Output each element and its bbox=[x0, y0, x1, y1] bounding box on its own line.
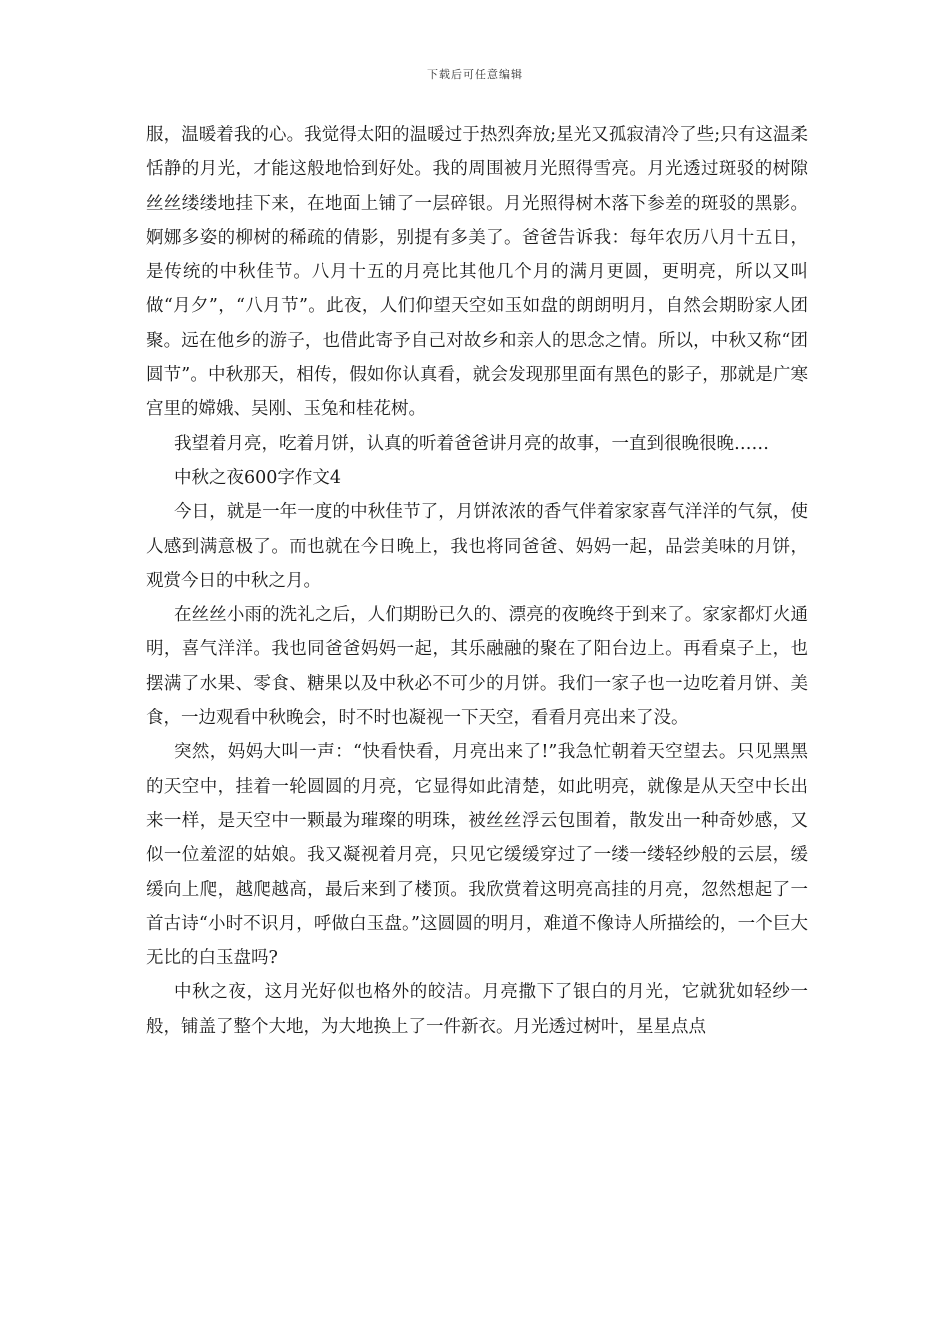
paragraph-4: 在丝丝小雨的洗礼之后，人们期盼已久的、漂亮的夜晚终于到来了。家家都灯火通明，喜气洋洋。我也同爸爸妈妈一起，其乐融融的聚在了阳台边上。再看桌子上，也摆满了水果、零食、糖果以及中秋必不可少的月饼。我们一家子也一边吃着月饼、美食，一边观看中秋晚会，时不时也凝视一下天空，看看月亮出来了没。 bbox=[146, 605, 808, 729]
paragraph-5: 突然，妈妈大叫一声：“快看快看，月亮出来了!”我急忙朝着天空望去。只见黑黑的天空中，挂着一轮圆圆的月亮，它显得如此清楚，如此明亮，就像是从天空中长出来一样，是天空中一颗最为璀璨的明珠，被丝丝浮云包围着，散发出一种奇妙感，又似一位羞涩的姑娘。我又凝视着月亮，只见它缓缓穿过了一缕一缕轻纱般的云层，缓缓向上爬，越爬越高，最后来到了楼顶。我欣赏着这明亮高挂的月亮，忽然想起了一首古诗“小时不识月，呼做白玉盘。”这圆圆的明月，难道不像诗人所描绘的，一个巨大无比的白玉盘吗? bbox=[146, 742, 808, 969]
paragraph-6: 中秋之夜，这月光好似也格外的皎洁。月亮撒下了银白的月光，它就犹如轻纱一般，铺盖了整个大地，为大地换上了一件新衣。月光透过树叶，星星点点 bbox=[146, 982, 808, 1037]
paragraph-1: 服，温暖着我的心。我觉得太阳的温暖过于热烈奔放;星光又孤寂清冷了些;只有这温柔恬静的月光，才能这般地恰到好处。我的周围被月光照得雪亮。月光透过斑驳的树隙丝丝缕缕地挂下来，在地面上铺了一层碎银。月光照得树木落下参差的斑驳的黑影。婀娜多姿的柳树的稀疏的倩影，别提有多美了。爸爸告诉我：每年农历八月十五日，是传统的中秋佳节。八月十五的月亮比其他几个月的满月更圆，更明亮，所以又叫做“月夕”，“八月节”。此夜，人们仰望天空如玉如盘的朗朗明月，自然会期盼家人团聚。远在他乡的游子，也借此寄予自己对故乡和亲人的思念之情。所以，中秋又称“团圆节”。中秋那天，相传，假如你认真看，就会发现那里面有黑色的影子，那就是广寒宫里的嫦娥、吴刚、玉兔和桂花树。 bbox=[146, 125, 808, 420]
section-title: 中秋之夜600字作文4 bbox=[174, 467, 342, 488]
page-header: 下载后可任意编辑 bbox=[427, 68, 523, 81]
document-body bbox=[146, 118, 808, 1044]
paragraph-2: 我望着月亮，吃着月饼，认真的听着爸爸讲月亮的故事，一直到很晚很晚…… bbox=[174, 433, 769, 454]
paragraph-3: 今日，就是一年一度的中秋佳节了，月饼浓浓的香气伴着家家喜气洋洋的气氛，使人感到满意极了。而也就在今日晚上，我也将同爸爸、妈妈一起，品尝美味的月饼，观赏今日的中秋之月。 bbox=[146, 502, 808, 591]
